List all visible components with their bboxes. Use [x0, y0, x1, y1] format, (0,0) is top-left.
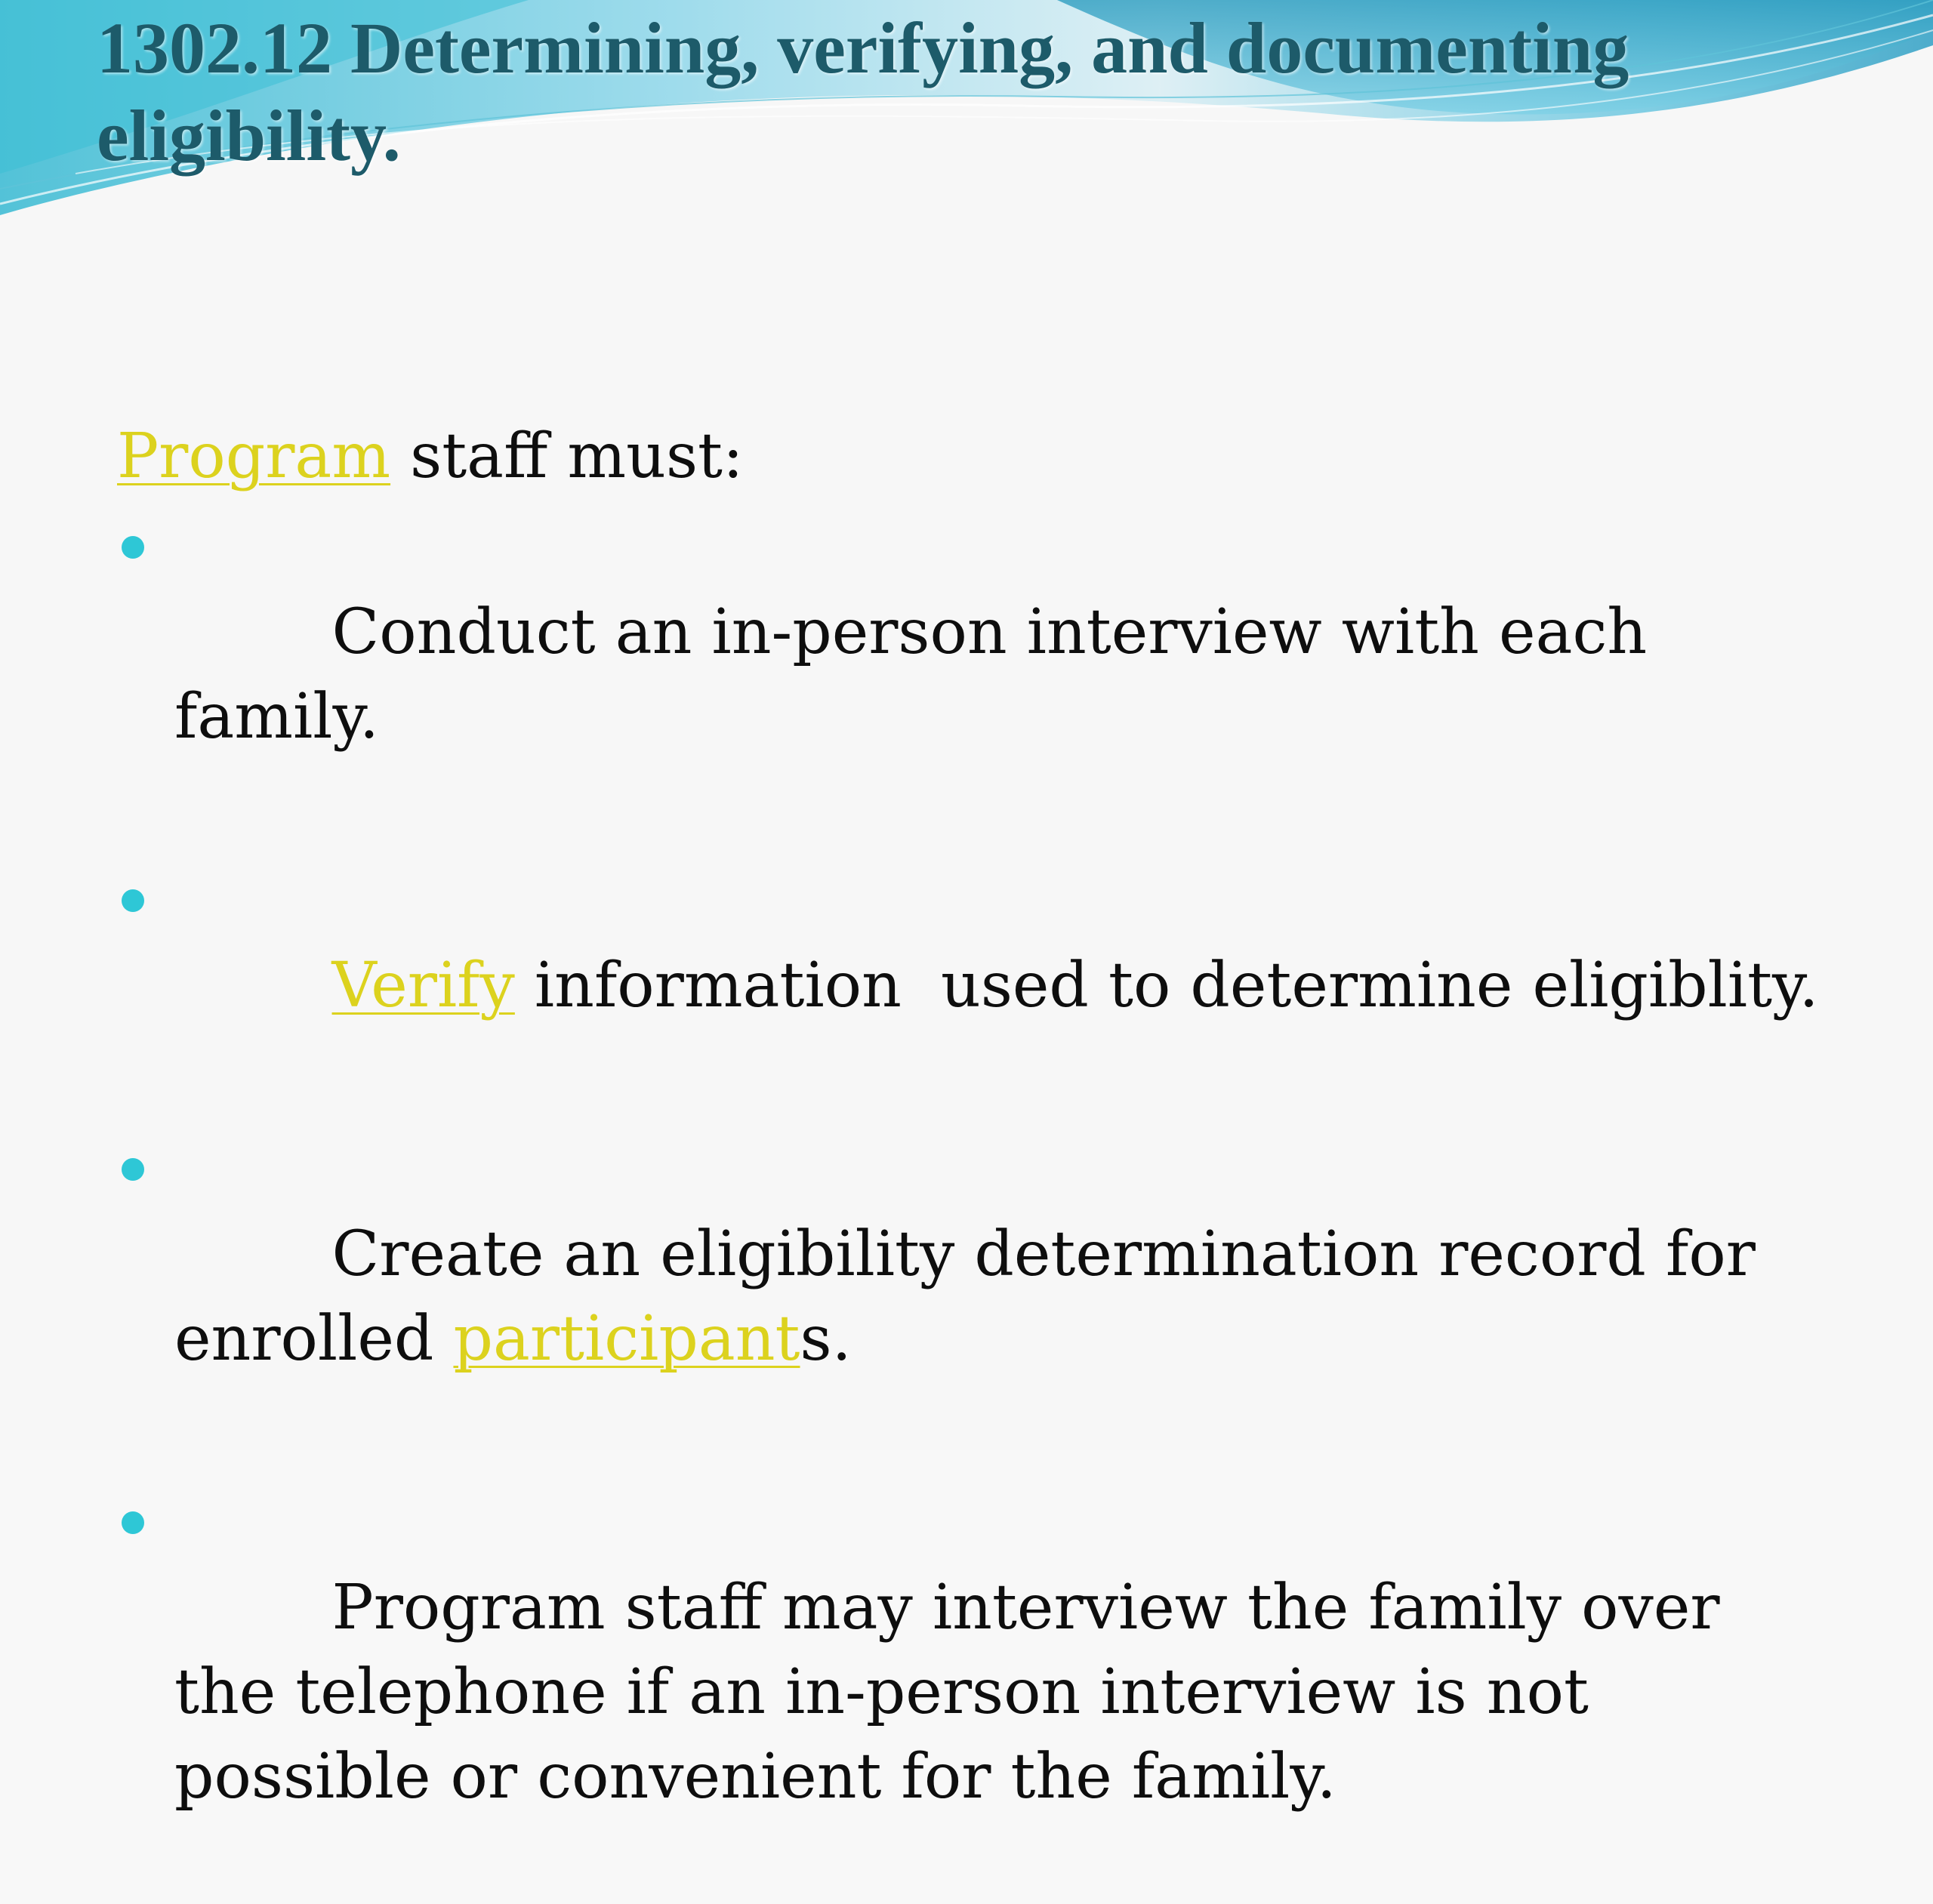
bullet-item-interview — [117, 506, 1839, 844]
bullet-text-suffix: s. — [800, 1303, 852, 1375]
intro-line — [117, 408, 1839, 506]
bullet-item-record — [117, 1128, 1839, 1466]
bullet-text: information used to determine eligiblity. — [514, 950, 1819, 1021]
bullet-list — [117, 506, 1839, 1904]
bullet-text: Program staff may interview the family over the telephone if an in-person interview is not possible or convenient for the family. — [174, 1572, 1740, 1813]
program-link[interactable]: Program — [117, 421, 391, 492]
bullet-icon — [122, 889, 144, 912]
bullet-icon — [122, 536, 144, 559]
bullet-icon — [122, 1511, 144, 1534]
bullet-icon — [122, 1158, 144, 1181]
bullet-item-telephone — [117, 1481, 1839, 1904]
slide-title: 1302.12 Determining, verifying, and documenting eligibility. — [97, 8, 1629, 176]
participant-link[interactable]: participant — [453, 1303, 800, 1375]
slide-body — [117, 408, 1839, 1904]
bullet-text: Create an eligibility determination record for enrolled — [174, 1218, 1775, 1375]
intro-text: staff must: — [390, 421, 744, 492]
bullet-text: Conduct an in-person interview with each family. — [174, 596, 1667, 753]
verify-link[interactable]: Verify — [331, 950, 515, 1021]
bullet-item-verify — [117, 859, 1839, 1113]
